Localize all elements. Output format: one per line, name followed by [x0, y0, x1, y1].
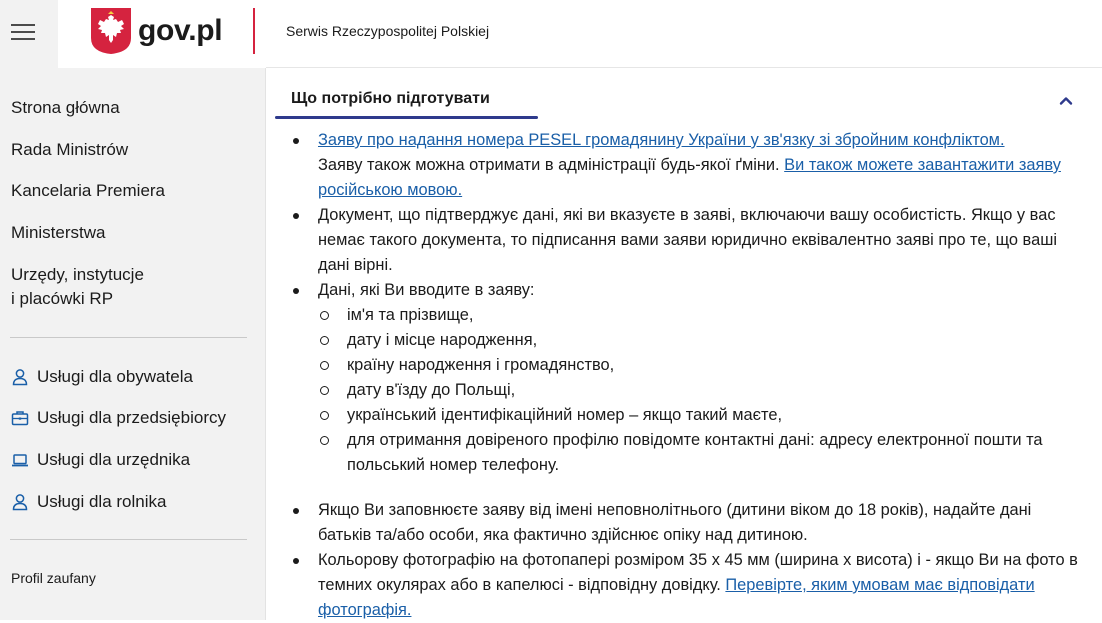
- sidebar-item-label: Usługi dla rolnika: [37, 492, 167, 511]
- hamburger-icon: [11, 24, 35, 26]
- header-divider: [253, 8, 255, 54]
- sidebar: [0, 68, 266, 620]
- sidebar-item-ministries[interactable]: Ministerstwa: [11, 223, 106, 242]
- list-item-text: Якщо Ви заповнюєте заяву від імені неповнолітнього (дитини віком до 18 років), надайте дані батьків та/або особи, яка фактично здійснює опіку над дитиною.: [318, 501, 1032, 544]
- sub-list-item: країну народження і громадянство,: [347, 353, 1078, 378]
- sub-list-item: дату в'їзду до Польщі,: [347, 378, 1078, 403]
- briefcase-icon: [11, 409, 29, 427]
- eagle-emblem-icon: [91, 8, 131, 54]
- person-icon: [11, 368, 29, 386]
- list-item-text: Кольорову фотографію на фотопапері розміром 35 x 45 мм (ширина x висота) і - якщо Ви на фото в темних окулярах або в капелюсі - відповідну довідку.: [318, 551, 1078, 594]
- sidebar-item-label: i placówki RP: [11, 289, 114, 308]
- sidebar-item-trusted-profile[interactable]: Profil zaufany: [11, 570, 96, 586]
- menu-button[interactable]: [0, 0, 58, 68]
- sidebar-divider: [10, 539, 247, 540]
- list-item: [318, 548, 1078, 623]
- collapse-button[interactable]: [1055, 90, 1077, 112]
- sidebar-item-farmer-services[interactable]: [11, 490, 166, 514]
- list-item-text: Заяву також можна отримати в адміністрації будь-якої ґміни.: [318, 156, 785, 174]
- sidebar-item-label: Usługi dla przedsiębiorcy: [37, 408, 226, 427]
- list-item: [318, 203, 1078, 278]
- sidebar-item-offices[interactable]: [11, 263, 144, 311]
- sidebar-item-citizen-services[interactable]: [11, 365, 193, 389]
- person-icon: [11, 493, 29, 511]
- sidebar-divider: [10, 337, 247, 338]
- list-item: [318, 128, 1078, 203]
- main-content: [266, 68, 1102, 620]
- sub-list-item: для отримання довіреного профілю повідомте контактні дані: адресу електронної пошти та польський номер телефону.: [347, 428, 1078, 478]
- sidebar-item-home[interactable]: Strona główna: [11, 98, 120, 117]
- list-item-text: Документ, що підтверджує дані, які ви вказуєте в заяві, включаючи вашу особистість. Якщо у вас немає такого документа, то підписання вами заяви юридично еквівалентно заяві про те, що ваші дані вірні.: [318, 206, 1057, 274]
- sidebar-item-official-services[interactable]: [11, 448, 190, 472]
- sub-list-item: ім'я та прізвище,: [347, 303, 1078, 328]
- requirements-list: [318, 128, 1078, 623]
- photo-requirements-link[interactable]: Перевірте, яким умовам має відповідати фотографія.: [318, 576, 1035, 619]
- sidebar-item-label: Usługi dla urzędnika: [37, 450, 191, 469]
- sidebar-item-business-services[interactable]: [11, 406, 226, 430]
- list-item: [318, 498, 1078, 548]
- logo-text: gov.pl: [138, 14, 223, 47]
- section-title[interactable]: Що потрібно підготувати: [291, 90, 490, 107]
- list-item-text: Дані, які Ви вводите в заяву:: [318, 281, 535, 299]
- sidebar-item-label: Usługi dla obywatela: [37, 367, 193, 386]
- list-item: [318, 278, 1078, 498]
- section-title-underline: [275, 116, 538, 119]
- hamburger-icon: [11, 31, 35, 33]
- pesel-application-link[interactable]: Заяву про надання номера PESEL громадянину України у зв'язку зі збройним конфліктом.: [318, 131, 1005, 149]
- spacer: [318, 478, 1078, 498]
- site-header: [0, 0, 1102, 68]
- chevron-up-icon: [1055, 90, 1077, 112]
- laptop-icon: [11, 451, 29, 469]
- hamburger-icon: [11, 38, 35, 40]
- sub-list-item: дату і місце народження,: [347, 328, 1078, 353]
- sidebar-item-chancellery[interactable]: Kancelaria Premiera: [11, 181, 166, 200]
- service-name: Serwis Rzeczypospolitej Polskiej: [286, 23, 490, 39]
- sidebar-item-council-of-ministers[interactable]: Rada Ministrów: [11, 140, 129, 159]
- sidebar-item-label: Urzędy, instytucje: [11, 265, 144, 284]
- sub-list-item: український ідентифікаційний номер – якщо такий маєте,: [347, 403, 1078, 428]
- russian-version-link[interactable]: Ви також можете завантажити заяву російською мовою.: [318, 156, 1061, 199]
